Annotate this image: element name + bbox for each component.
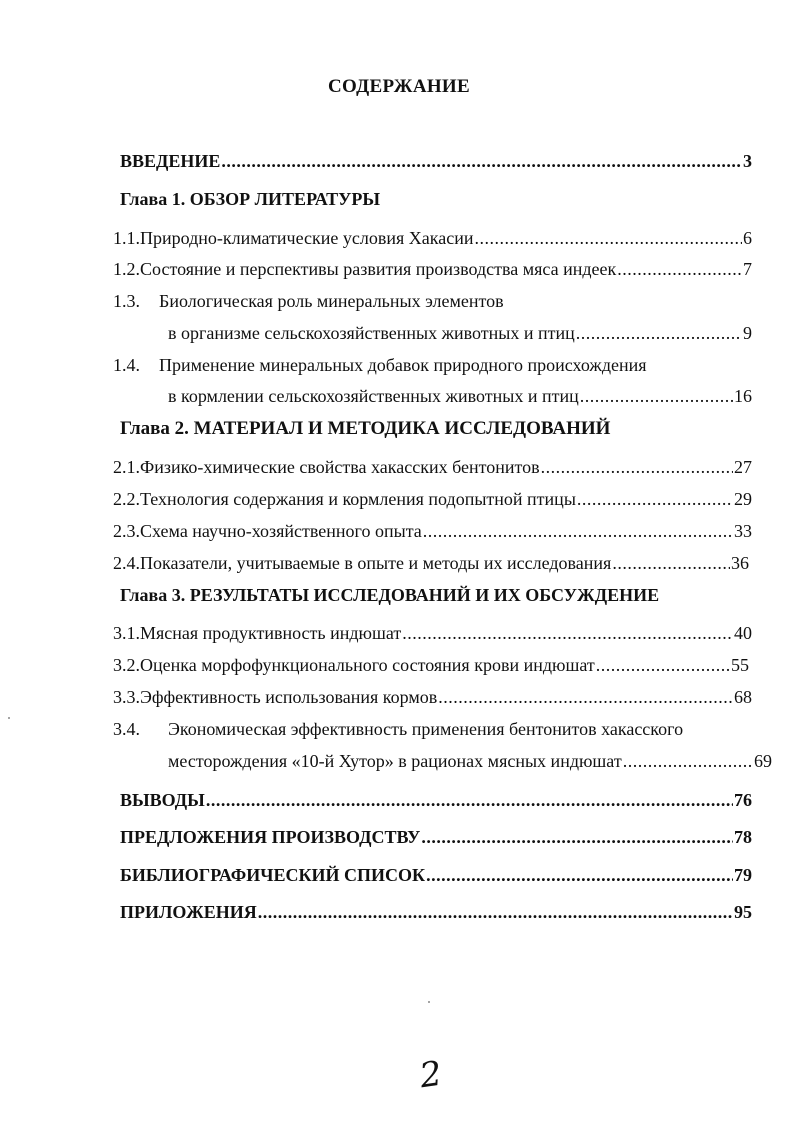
section-number: 3.3. <box>113 687 140 707</box>
section-page: 9 <box>743 323 752 343</box>
toc-entry-page: 79 <box>734 865 752 885</box>
leader-dots <box>596 654 730 676</box>
leader-dots <box>541 456 733 478</box>
section-title: Экономическая эффективность применения бентонитов хакасского <box>168 719 684 739</box>
toc-entry-label: ВЫВОДЫ <box>120 790 205 810</box>
section-number: 2.1. <box>113 457 140 477</box>
toc-entry-page: 78 <box>734 827 752 847</box>
toc-entry-continuation <box>168 385 752 407</box>
section-title: Оценка морфофункционального состояния крови индюшат <box>140 655 595 675</box>
section-page: 29 <box>734 489 752 509</box>
toc-entry-page: 76 <box>734 790 752 810</box>
toc-entry-continuation <box>168 750 772 772</box>
scan-speck <box>8 717 10 719</box>
section-page: 33 <box>734 521 752 541</box>
section-number: 2.2. <box>113 489 140 509</box>
section-number: 3.2. <box>113 655 140 675</box>
chapter-heading: Глава 3. РЕЗУЛЬТАТЫ ИССЛЕДОВАНИЙ И ИХ ОБСУЖДЕНИЕ <box>120 585 660 605</box>
leader-dots <box>421 826 733 848</box>
toc-entry-bibliography <box>120 864 752 886</box>
leader-dots <box>617 258 742 280</box>
leader-dots <box>577 488 733 510</box>
leader-dots <box>206 789 733 811</box>
toc-entry <box>113 227 752 249</box>
section-title: Физико-химические свойства хакасских бентонитов <box>140 457 540 477</box>
leader-dots <box>423 520 733 542</box>
chapter-heading: Глава 2. МАТЕРИАЛ И МЕТОДИКА ИССЛЕДОВАНИЙ <box>120 418 611 439</box>
leader-dots <box>221 150 742 172</box>
section-page: 16 <box>734 386 752 406</box>
leader-dots <box>402 622 733 644</box>
section-page: 27 <box>734 457 752 477</box>
leader-dots <box>580 385 733 407</box>
toc-entry <box>113 552 749 574</box>
section-page: 6 <box>743 228 752 248</box>
section-title: Применение минеральных добавок природного происхождения <box>159 355 647 375</box>
handwritten-page-number: 2 <box>417 1053 445 1097</box>
toc-entry <box>113 488 752 510</box>
section-page: 55 <box>731 655 749 675</box>
section-title-cont: месторождения «10-й Хутор» в рационах мясных индюшат <box>168 751 622 771</box>
toc-entry-first-line <box>113 354 647 376</box>
toc-entry-label: ПРЕДЛОЖЕНИЯ ПРОИЗВОДСТВУ <box>120 827 421 847</box>
toc-entry-page: 3 <box>743 151 752 171</box>
section-page: 68 <box>734 687 752 707</box>
leader-dots <box>258 901 733 923</box>
toc-entry-first-line <box>113 290 504 312</box>
leader-dots <box>623 750 753 772</box>
toc-entry <box>113 686 752 708</box>
section-title: Технология содержания и кормления подопытной птицы <box>140 489 576 509</box>
section-title-cont: в кормлении сельскохозяйственных животных и птиц <box>168 386 579 406</box>
section-page: 7 <box>743 259 752 279</box>
section-title: Состояние и перспективы развития производства мяса индеек <box>140 259 617 279</box>
toc-entry-first-line <box>113 718 683 740</box>
section-number: 2.3. <box>113 521 140 541</box>
section-title: Мясная продуктивность индюшат <box>140 623 402 643</box>
section-number: 1.4. <box>113 355 140 375</box>
section-title: Биологическая роль минеральных элементов <box>159 291 504 311</box>
section-number: 1.2. <box>113 259 140 279</box>
toc-entry <box>113 654 749 676</box>
toc-entry <box>113 622 752 644</box>
section-number: 1.3. <box>113 291 140 311</box>
toc-entry-conclusions <box>120 789 752 811</box>
leader-dots <box>438 686 733 708</box>
toc-entry-proposals <box>120 826 752 848</box>
toc-entry <box>113 258 752 280</box>
toc-entry-continuation <box>168 322 752 344</box>
toc-entry-intro <box>120 150 752 172</box>
toc-entry-label: ПРИЛОЖЕНИЯ <box>120 902 257 922</box>
leader-dots <box>426 864 733 886</box>
toc-entry-label: ВВЕДЕНИЕ <box>120 151 221 171</box>
toc-entry <box>113 520 752 542</box>
leader-dots <box>612 552 730 574</box>
section-number: 2.4. <box>113 553 140 573</box>
section-number: 3.1. <box>113 623 140 643</box>
section-title: Эффективность использования кормов <box>140 687 438 707</box>
leader-dots <box>576 322 742 344</box>
leader-dots <box>474 227 742 249</box>
section-title-cont: в организме сельскохозяйственных животных и птиц <box>168 323 575 343</box>
section-page: 40 <box>734 623 752 643</box>
section-title: Показатели, учитываемые в опыте и методы их исследования <box>140 553 612 573</box>
section-title: Природно-климатические условия Хакасии <box>140 228 474 248</box>
section-title: Схема научно-хозяйственного опыта <box>140 521 422 541</box>
toc-entry-label: БИБЛИОГРАФИЧЕСКИЙ СПИСОК <box>120 865 426 885</box>
toc-entry-appendices <box>120 901 752 923</box>
section-number: 1.1. <box>113 228 140 248</box>
scan-speck <box>428 1001 430 1003</box>
chapter-heading: Глава 1. ОБЗОР ЛИТЕРАТУРЫ <box>120 189 381 209</box>
page-title: СОДЕРЖАНИЕ <box>328 76 470 97</box>
toc-entry <box>113 456 752 478</box>
section-number: 3.4. <box>113 719 140 739</box>
section-page: 69 <box>754 751 772 771</box>
toc-entry-page: 95 <box>734 902 752 922</box>
section-page: 36 <box>731 553 749 573</box>
